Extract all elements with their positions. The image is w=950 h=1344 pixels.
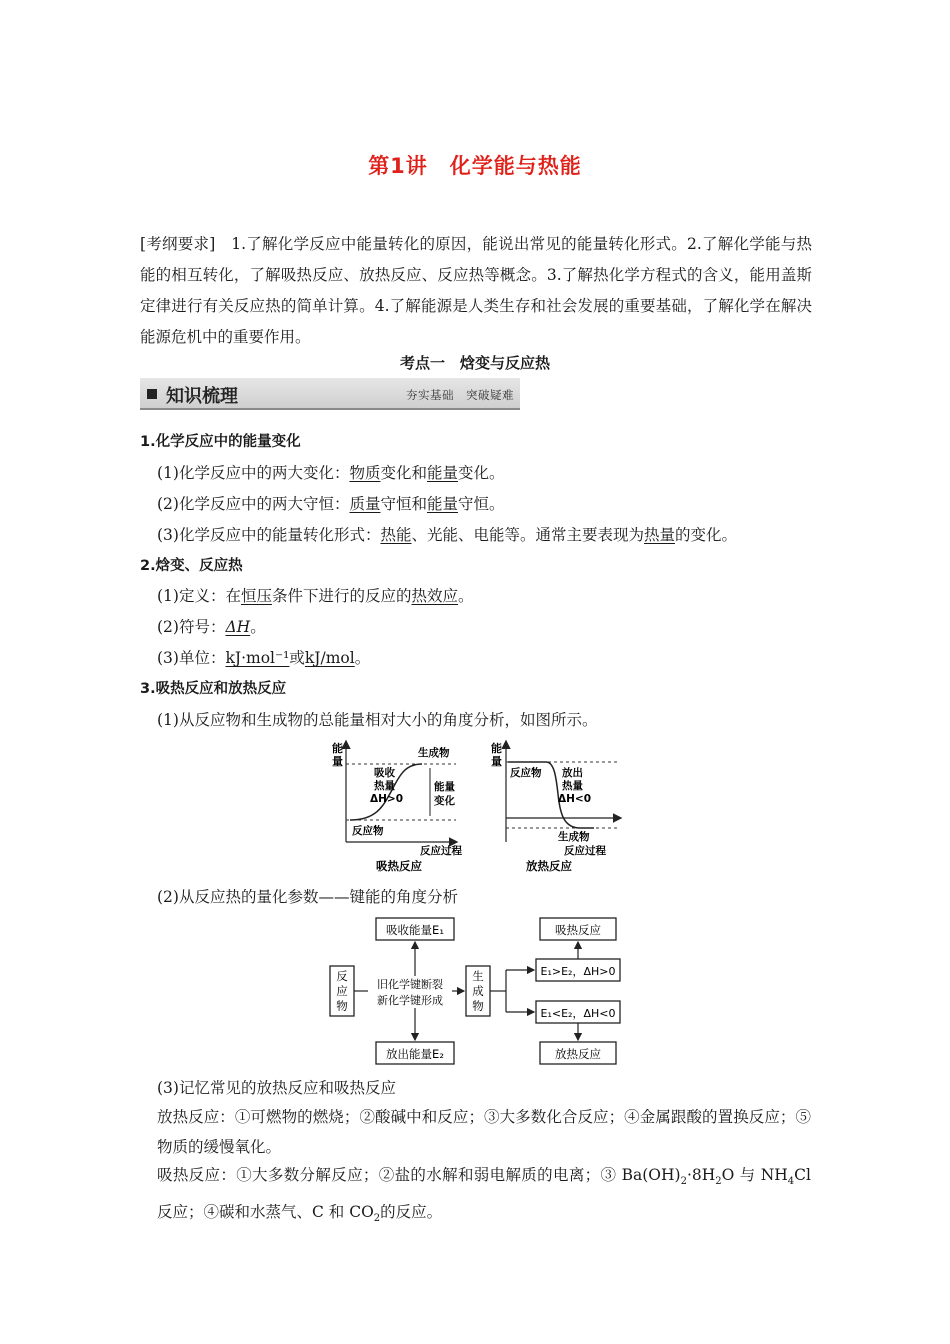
endothermic-list: 吸热反应：①大多数分解反应；②盐的水解和弱电解质的电离；③ $Ba(OH)_2\cdot 8H_2O$ 与 $NH_4Cl$ 反应；④碳和水蒸气、C 和 $CO_2$的反应。 [157,1166,811,1225]
right-xlabel: 反应过程 [564,845,606,857]
s3-paragraph-3: (3)记忆常见的放热反应和吸热反应 [157,1079,396,1097]
product-char-2: 成 [472,984,484,998]
right-ylabel-2: 量 [491,755,502,768]
s2-line-1: (1)定义：在恒压条件下进行的反应的热效应。 [157,587,474,605]
right-note-1: 放出 [562,767,583,779]
left-caption: 吸热反应 [376,859,422,873]
right-note-3: ΔH<0 [558,793,592,805]
left-change-1: 能量 [434,781,455,793]
endothermic-diagram [332,741,462,873]
release-energy-box: 放出能量E₂ [386,1047,444,1061]
exothermic-list: 放热反应：①可燃物的燃烧；②酸碱中和反应；③大多数化合反应；④金属跟酸的置换反应；⑤物质的缓慢氧化。 [157,1108,811,1156]
absorb-energy-box: 吸收能量E₁ [386,923,444,937]
s2-line-3: (3)单位：kJ·mol⁻¹或kJ/mol。 [157,649,371,667]
left-xlabel: 反应过程 [420,845,462,857]
s1-line-3: (3)化学反应中的能量转化形式：热能、光能、电能等。通常主要表现为热量的变化。 [157,526,738,544]
section-banner [140,378,520,410]
reactant-char-1: 反 [336,969,348,983]
s3-paragraph-2: (2)从反应热的量化参数——键能的角度分析 [157,888,458,906]
section-1-heading: 1.化学反应中的能量变化 [140,434,301,450]
condition-endo-box: E₁>E₂，ΔH>0 [540,965,616,978]
product-char-3: 物 [472,999,484,1013]
s1-line-2: (2)化学反应中的两大守恒：质量守恒和能量守恒。 [157,495,505,513]
left-note-2: 热量 [374,780,395,792]
s1-line-1: (1)化学反应中的两大变化：物质变化和能量变化。 [157,464,505,482]
left-note-3: ΔH>0 [370,793,404,805]
bond-energy-diagram [328,912,628,1070]
process-form-text: 新化学键形成 [377,994,443,1007]
reactant-char-3: 物 [336,999,348,1013]
square-bullet-icon [147,389,157,399]
s3-paragraph-1: (1)从反应物和生成物的总能量相对大小的角度分析，如图所示。 [157,711,598,729]
requirements-text: 1.了解化学反应中能量转化的原因，能说出常见的能量转化形式。2.了解化学能与热能的相互转化，了解吸热反应、放热反应、反应热等概念。3.了解热化学方程式的含义，能用盖斯定律进行有关反应热的简单计算。4.了解能源是人类生存和社会发展的重要基础，了解化学在解决能源危机中的重要作用。 [140,235,812,346]
requirements-label: [考纲要求] [140,235,216,253]
page-title: 第1讲 化学能与热能 [368,154,582,178]
right-ylabel-1: 能 [491,742,502,755]
s2-line-2: (2)符号：ΔH。 [157,618,266,636]
endothermic-box: 吸热反应 [555,923,601,937]
right-caption: 放热反应 [526,859,572,873]
condition-exo-box: E₁<E₂，ΔH<0 [540,1007,616,1020]
topic-heading: 考点一 焓变与反应热 [399,354,550,372]
process-break-text: 旧化学键断裂 [377,978,443,991]
right-product-label: 生成物 [558,831,590,843]
left-reactant-label: 反应物 [352,825,384,837]
syllabus-requirements [140,229,812,353]
left-ylabel-1: 能 [332,742,343,755]
section-2-heading: 2.焓变、反应热 [140,558,243,574]
banner-title: 知识梳理 [166,386,238,407]
energy-diagram [330,738,630,878]
right-note-2: 热量 [562,780,583,792]
section-3-heading: 3.吸热反应和放热反应 [140,681,287,697]
left-note-1: 吸收 [374,767,395,779]
left-product-label: 生成物 [418,747,450,759]
left-change-2: 变化 [434,795,455,807]
reactant-char-2: 应 [336,984,348,998]
left-ylabel-2: 量 [332,755,343,768]
exothermic-box: 放热反应 [555,1047,601,1061]
exothermic-diagram [491,741,620,873]
right-reactant-label: 反应物 [510,767,542,779]
product-char-1: 生 [472,969,484,983]
banner-subtitle: 夯实基础 突破疑难 [406,388,514,402]
